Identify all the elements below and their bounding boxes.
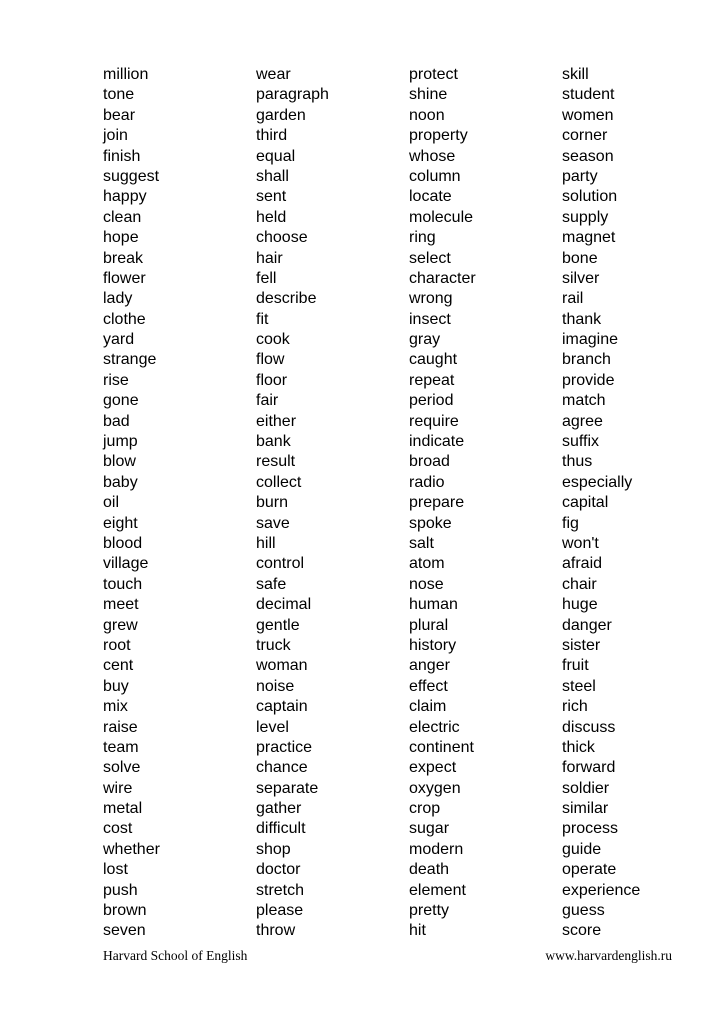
word-item: sister (562, 636, 601, 654)
word-item: held (256, 208, 287, 226)
word-item: sent (256, 188, 287, 206)
word-item: seven (103, 922, 146, 940)
word-item: death (409, 861, 450, 879)
word-item: flow (256, 351, 285, 369)
word-item: whose (409, 147, 456, 165)
word-item: finish (103, 147, 141, 165)
word-item: gone (103, 392, 139, 410)
word-item: paragraph (256, 86, 329, 104)
word-item: process (562, 820, 619, 838)
word-item: fair (256, 392, 279, 410)
word-item: branch (562, 351, 611, 369)
word-item: choose (256, 229, 308, 247)
word-item: party (562, 167, 598, 185)
word-item: fruit (562, 657, 589, 675)
word-item: broad (409, 453, 450, 471)
word-item: join (103, 127, 128, 145)
word-item: anger (409, 657, 450, 675)
word-item: rail (562, 290, 584, 308)
word-item: cook (256, 331, 290, 349)
word-item: student (562, 86, 615, 104)
word-list (103, 65, 715, 942)
word-item: village (103, 555, 149, 573)
word-item: capital (562, 494, 609, 512)
word-item: steel (562, 677, 596, 695)
word-item: effect (409, 677, 448, 695)
word-item: gentle (256, 616, 300, 634)
word-item: skill (562, 66, 589, 83)
word-item: score (562, 922, 602, 940)
word-item: fit (256, 310, 269, 328)
word-item: woman (256, 657, 308, 675)
word-item: agree (562, 412, 603, 430)
word-item: won't (562, 534, 599, 552)
word-item: afraid (562, 555, 603, 573)
word-item: require (409, 412, 459, 430)
word-item: difficult (256, 820, 306, 838)
word-item: fig (562, 514, 579, 532)
word-item: solve (103, 759, 141, 777)
word-item: noon (409, 106, 445, 124)
word-item: third (256, 127, 288, 145)
word-item: rich (562, 698, 588, 716)
word-item: wrong (409, 290, 453, 308)
word-item: strange (103, 351, 157, 369)
word-item: nose (409, 575, 444, 593)
word-item: happy (103, 188, 147, 206)
word-item: guide (562, 840, 602, 858)
word-item: lady (103, 290, 133, 308)
word-item: lost (103, 861, 128, 879)
word-item: team (103, 738, 139, 756)
word-item: repeat (409, 371, 455, 389)
word-item: throw (256, 922, 296, 940)
word-item: salt (409, 534, 434, 552)
word-item: corner (562, 127, 608, 145)
word-item: push (103, 881, 138, 899)
word-item: protect (409, 66, 458, 83)
word-item: cent (103, 657, 134, 675)
word-item: element (409, 881, 466, 899)
word-item: silver (562, 269, 600, 287)
word-item: atom (409, 555, 445, 573)
word-item: period (409, 392, 454, 410)
word-item: wire (103, 779, 133, 797)
word-item: bear (103, 106, 136, 124)
word-item: whether (103, 840, 160, 858)
word-item: property (409, 127, 468, 145)
word-item: rise (103, 371, 129, 389)
word-item: season (562, 147, 614, 165)
word-item: separate (256, 779, 319, 797)
word-item: pretty (409, 902, 450, 920)
word-item: locate (409, 188, 452, 206)
word-item: gray (409, 331, 441, 349)
word-item: eight (103, 514, 138, 532)
word-item: buy (103, 677, 129, 695)
word-item: claim (409, 698, 447, 716)
word-column-1 (103, 65, 256, 942)
word-item: metal (103, 800, 143, 818)
word-item: prepare (409, 494, 465, 512)
word-item: discuss (562, 718, 616, 736)
word-item: jump (103, 433, 138, 451)
word-item: wear (256, 66, 291, 83)
word-item: bone (562, 249, 598, 267)
word-item: grew (103, 616, 138, 634)
word-item: meet (103, 596, 139, 614)
word-item: supply (562, 208, 609, 226)
word-item: indicate (409, 433, 465, 451)
word-item: floor (256, 371, 288, 389)
word-item: soldier (562, 779, 610, 797)
word-item: blow (103, 453, 136, 471)
word-item: spoke (409, 514, 452, 532)
word-item: experience (562, 881, 641, 899)
word-item: plural (409, 616, 449, 634)
word-item: burn (256, 494, 289, 512)
word-item: electric (409, 718, 460, 736)
word-item: equal (256, 147, 296, 165)
word-item: especially (562, 473, 633, 491)
word-item: control (256, 555, 305, 573)
word-item: similar (562, 800, 609, 818)
word-item: caught (409, 351, 458, 369)
word-item: yard (103, 331, 135, 349)
word-item: root (103, 636, 131, 654)
footer-website: www.harvardenglish.ru (545, 948, 672, 963)
word-item: truck (256, 636, 291, 654)
word-item: continent (409, 738, 474, 756)
word-item: shine (409, 86, 448, 104)
word-item: break (103, 249, 144, 267)
word-item: touch (103, 575, 143, 593)
word-column-3 (409, 65, 562, 942)
word-item: safe (256, 575, 287, 593)
word-item: provide (562, 371, 615, 389)
word-item: expect (409, 759, 457, 777)
word-item: please (256, 902, 304, 920)
word-item: oil (103, 494, 120, 512)
word-item: operate (562, 861, 617, 879)
word-item: describe (256, 290, 317, 308)
word-item: thank (562, 310, 602, 328)
word-item: save (256, 514, 290, 532)
word-item: collect (256, 473, 302, 491)
word-item: blood (103, 534, 143, 552)
word-item: chance (256, 759, 308, 777)
word-item: suffix (562, 433, 600, 451)
word-item: hit (409, 922, 426, 940)
word-item: captain (256, 698, 308, 716)
word-item: chair (562, 575, 597, 593)
word-item: shop (256, 840, 291, 858)
word-item: radio (409, 473, 445, 491)
word-item: women (562, 106, 614, 124)
word-item: column (409, 167, 461, 185)
word-item: doctor (256, 861, 301, 879)
word-item: huge (562, 596, 598, 614)
word-item: hope (103, 229, 139, 247)
word-item: danger (562, 616, 612, 634)
word-item: thus (562, 453, 593, 471)
word-item: brown (103, 902, 147, 920)
word-item: stretch (256, 881, 305, 899)
word-item: million (103, 66, 149, 83)
word-item: flower (103, 269, 146, 287)
word-item: fell (256, 269, 277, 287)
word-item: hair (256, 249, 283, 267)
word-item: level (256, 718, 289, 736)
word-item: baby (103, 473, 138, 491)
word-item: hill (256, 534, 276, 552)
word-item: magnet (562, 229, 616, 247)
word-item: ring (409, 229, 436, 247)
word-item: insect (409, 310, 451, 328)
word-column-4 (562, 65, 715, 942)
word-item: human (409, 596, 458, 614)
word-item: thick (562, 738, 595, 756)
footer-school-name: Harvard School of English (103, 948, 248, 963)
word-item: result (256, 453, 296, 471)
word-item: clean (103, 208, 142, 226)
word-item: clothe (103, 310, 146, 328)
word-item: oxygen (409, 779, 461, 797)
word-item: molecule (409, 208, 474, 226)
word-item: bad (103, 412, 130, 430)
word-item: raise (103, 718, 138, 736)
word-item: tone (103, 86, 135, 104)
word-item: gather (256, 800, 302, 818)
word-item: match (562, 392, 606, 410)
word-item: shall (256, 167, 289, 185)
word-item: character (409, 269, 476, 287)
word-item: cost (103, 820, 133, 838)
word-item: garden (256, 106, 306, 124)
word-item: solution (562, 188, 618, 206)
word-item: history (409, 636, 457, 654)
word-item: suggest (103, 167, 160, 185)
word-item: bank (256, 433, 291, 451)
word-item: either (256, 412, 297, 430)
word-item: mix (103, 698, 128, 716)
word-item: practice (256, 738, 313, 756)
word-item: crop (409, 800, 441, 818)
word-item: guess (562, 902, 605, 920)
word-item: select (409, 249, 451, 267)
word-item: forward (562, 759, 616, 777)
word-item: modern (409, 840, 464, 858)
word-item: decimal (256, 596, 312, 614)
word-item: sugar (409, 820, 450, 838)
word-item: imagine (562, 331, 619, 349)
word-column-2 (256, 65, 409, 942)
word-item: noise (256, 677, 295, 695)
